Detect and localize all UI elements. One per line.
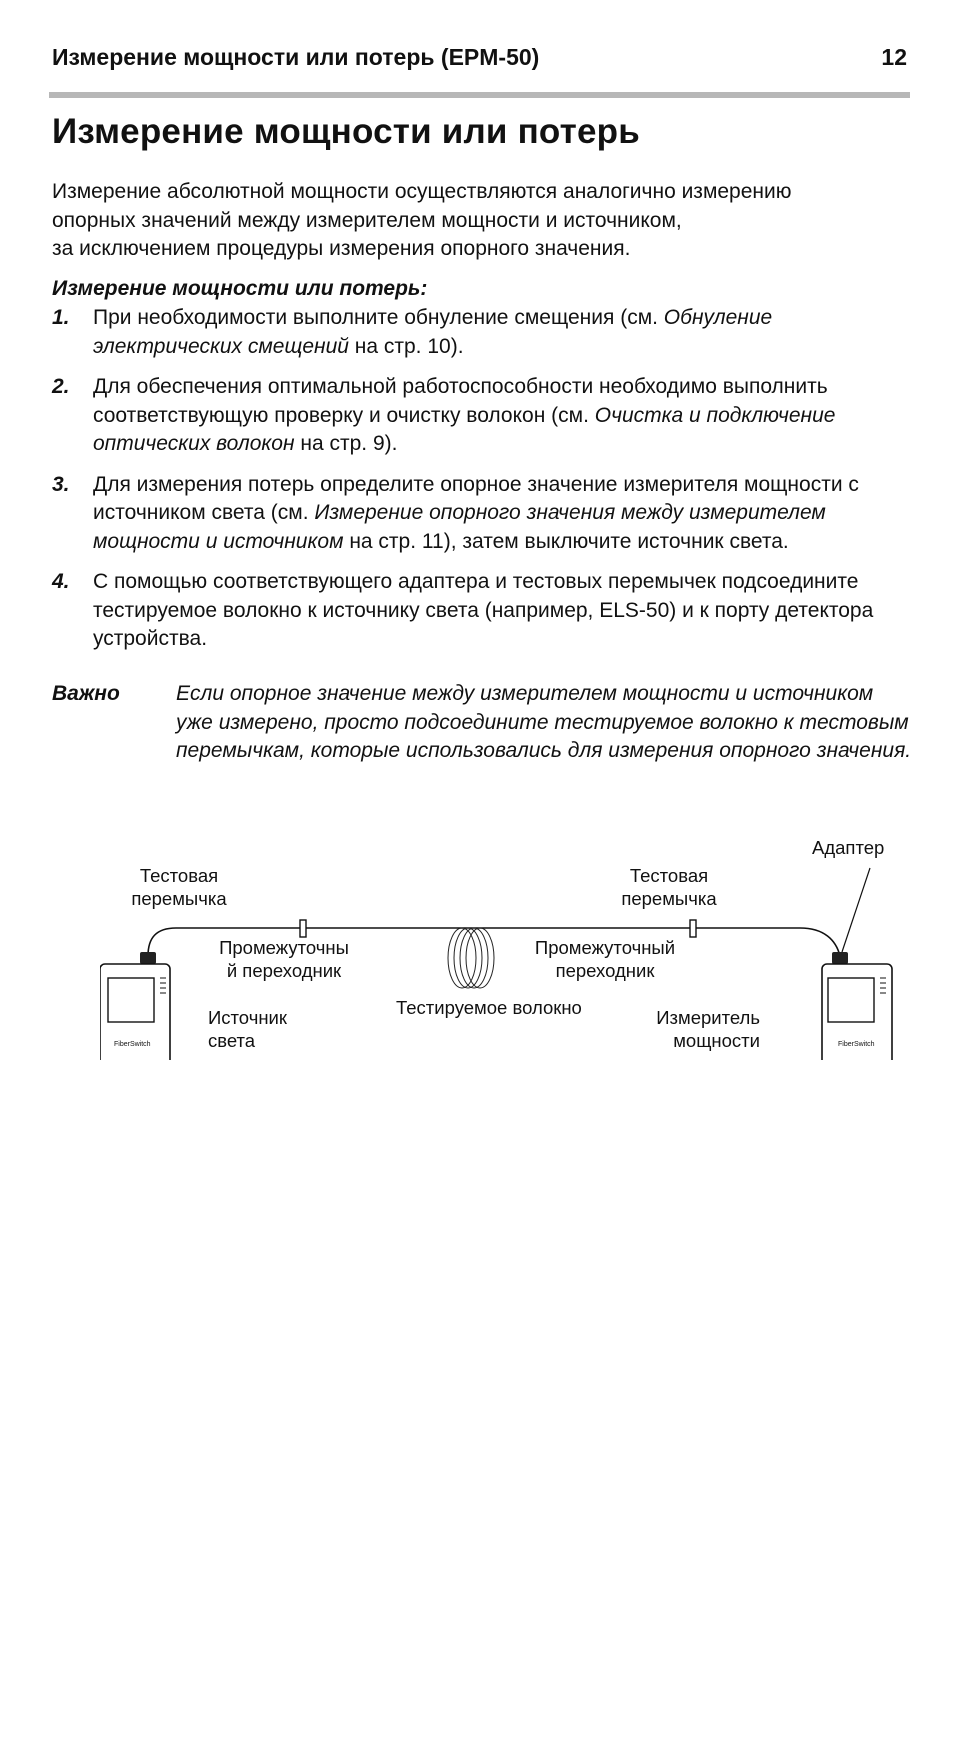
label-line: перемычка [131, 888, 227, 909]
light-source-device-icon [100, 952, 170, 1060]
step-text-before: При необходимости выполните обнуление смещения (см. [93, 306, 664, 329]
source-brand-text: FiberSwitch [114, 1041, 151, 1048]
step-item [52, 373, 922, 459]
step-text [93, 471, 922, 557]
fiber-under-test-label: Тестируемое волокно [396, 997, 582, 1018]
label-line: Промежуточный [534, 937, 676, 958]
meter-brand-text: FiberSwitch [838, 1041, 875, 1048]
header-rule [49, 92, 910, 98]
bulkhead-left-label [214, 936, 354, 982]
step-text-after: на стр. 11), затем выключите источник света. [343, 529, 789, 553]
procedure-heading: Измерение мощности или потерь: [52, 277, 428, 300]
power-meter-device-icon [822, 952, 892, 1060]
section-title: Измерение мощности или потерь [52, 112, 640, 151]
running-title: Измерение мощности или потерь (EPM-50) [52, 44, 540, 70]
label-line: Промежуточны [219, 937, 349, 958]
step-item [52, 568, 922, 654]
step-text-before: Для измерения потерь определите опорное значение измерителя мощности с источником света (см. [93, 472, 859, 524]
page-number: 12 [881, 44, 907, 70]
intro-line: опорных значений между измерителем мощности и источником, [52, 208, 682, 232]
intro-line: за исключением процедуры измерения опорного значения. [52, 237, 631, 260]
step-number: 4. [52, 570, 70, 593]
label-line: Измеритель [656, 1007, 760, 1028]
label-line: света [208, 1030, 256, 1051]
cross-reference: Очистка и подключение оптических волокон [93, 403, 836, 455]
right-jumper-cable [692, 928, 840, 956]
intro-paragraph [52, 178, 912, 264]
test-jumper-left-label [120, 864, 238, 910]
adapter-pointer [842, 868, 870, 952]
step-text [93, 304, 922, 361]
step-number: 3. [52, 472, 70, 496]
step-item [52, 471, 922, 557]
step-text-before: С помощью соответствующего адаптера и тестовых перемычек подсоедините тестируемое волокно к источнику света (например, ELS-50) и к порту детектора устройства. [93, 570, 874, 650]
source-label [208, 1006, 287, 1052]
label-line: Тестовая [139, 865, 219, 886]
cross-reference: Обнуление электрических смещений [93, 306, 773, 358]
label-line: переходник [555, 960, 655, 981]
meter-label [630, 1006, 760, 1052]
bulkhead-left-icon [300, 920, 306, 937]
label-line: Источник [208, 1007, 287, 1028]
step-text [93, 373, 922, 459]
step-text-after: на стр. 10). [348, 334, 464, 358]
label-line: й переходник [226, 960, 342, 981]
note-label: Важно [52, 682, 120, 705]
bulkhead-right-icon [690, 920, 696, 937]
step-number: 2. [52, 375, 70, 398]
adapter-label: Адаптер [812, 837, 885, 858]
step-text-after: на стр. 9). [294, 432, 398, 455]
cross-reference: Измерение опорного значения между измерителем мощности и источником [93, 501, 826, 553]
step-item [52, 304, 922, 361]
note-text: Если опорное значение между измерителем мощности и источником уже измерено, просто подсоедините тестируемое волокно к тестовым перемычкам, которые использовались для измерения опорного значения. [176, 682, 912, 762]
steps-list [52, 304, 922, 654]
label-line: перемычка [621, 888, 717, 909]
fiber-spool-icon [448, 928, 494, 988]
running-header [52, 44, 907, 71]
step-number: 1. [52, 306, 70, 329]
step-text [93, 568, 922, 654]
bulkhead-right-label [530, 936, 680, 982]
label-line: мощности [673, 1030, 760, 1051]
test-jumper-right-label [610, 864, 728, 910]
intro-line: Измерение абсолютной мощности осуществляются аналогично измерению [52, 180, 792, 203]
label-line: Тестовая [629, 865, 709, 886]
connection-diagram [100, 828, 900, 1060]
step-text-before: Для обеспечения оптимальной работоспособности необходимо выполнить соответствующую проверку и очистку волокон (см. [93, 375, 828, 427]
